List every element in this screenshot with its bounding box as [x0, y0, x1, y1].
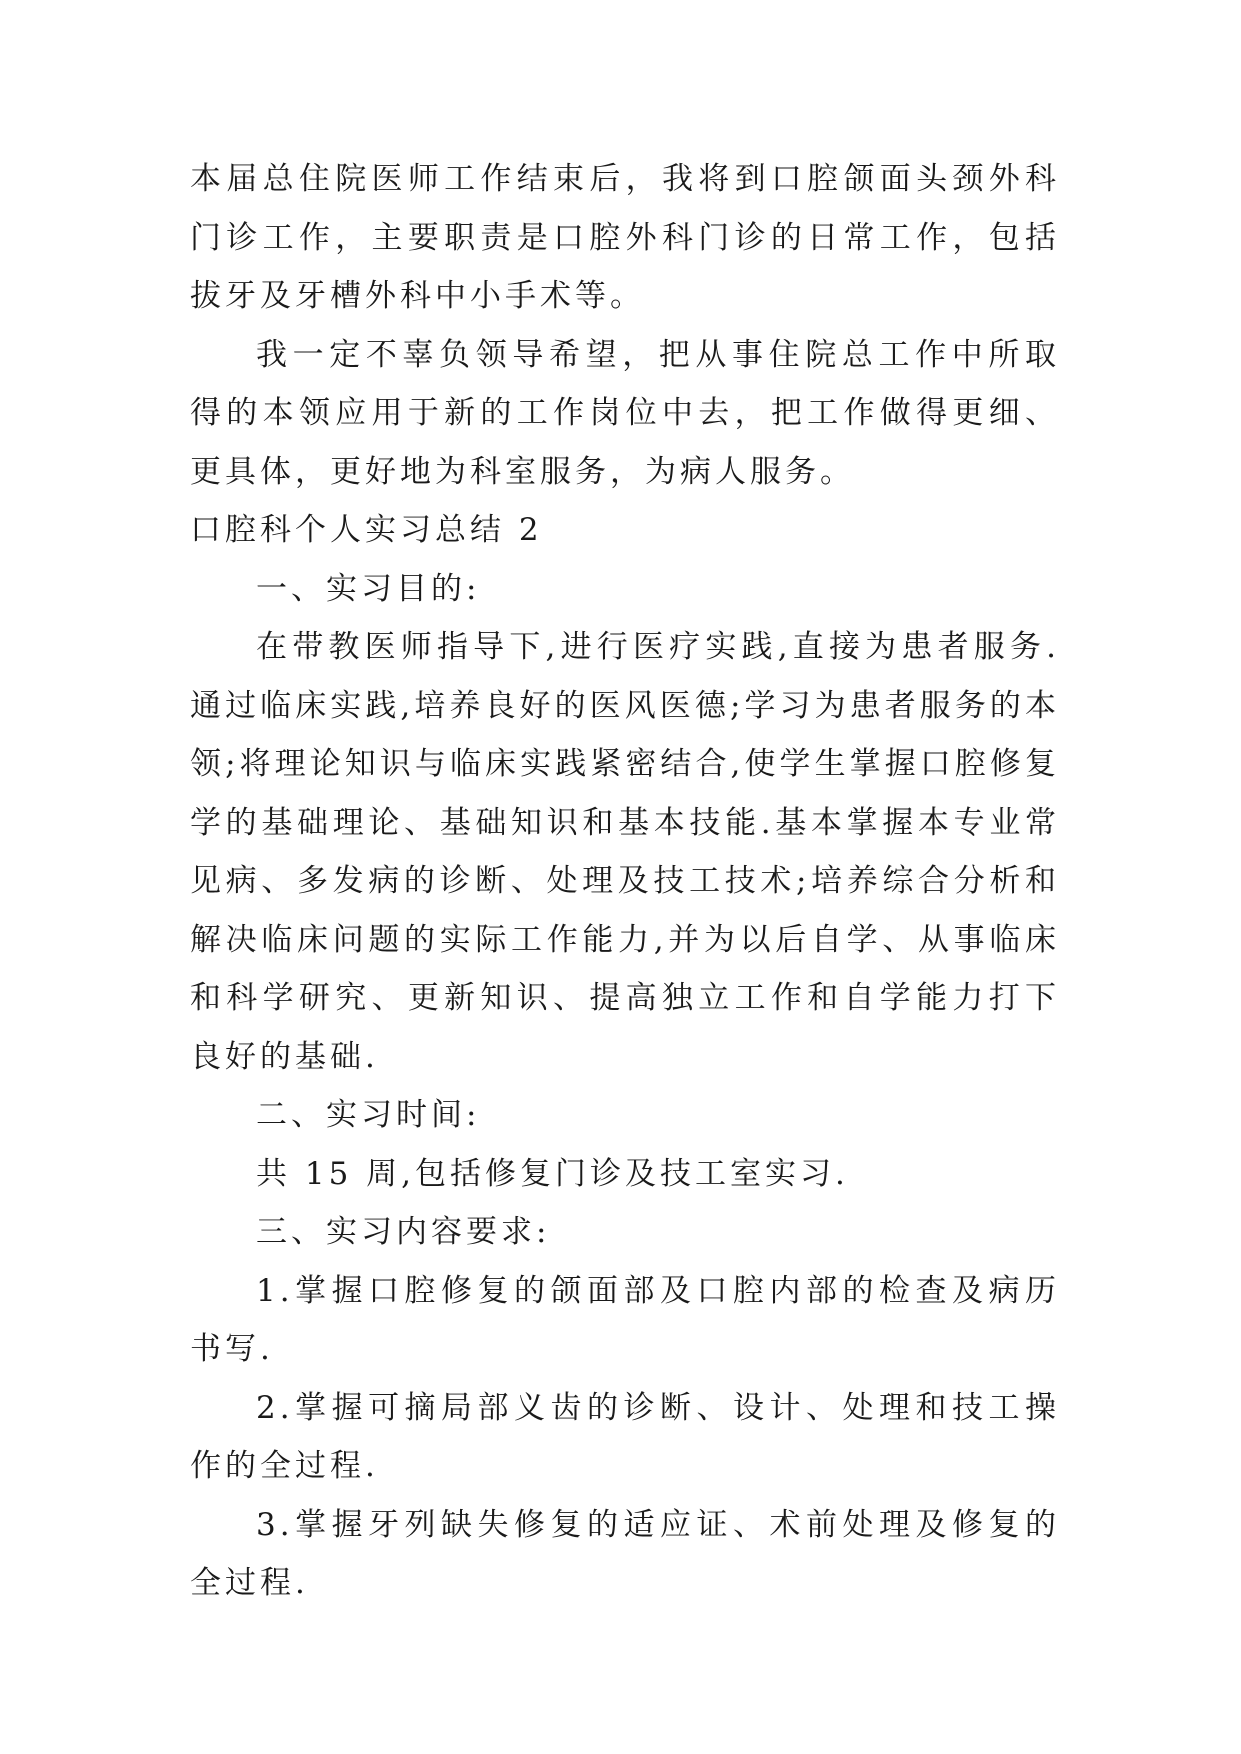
list-item-1: 1.掌握口腔修复的颌面部及口腔内部的检查及病历书写.: [190, 1272, 1060, 1367]
paragraph-commitment: 我一定不辜负领导希望，把从事住院总工作中所取得的本领应用于新的工作岗位中去，把工作做得更细、更具体，更好地为科室服务，为病人服务。: [190, 336, 1060, 490]
list-item-3: 3.掌握牙列缺失修复的适应证、术前处理及修复的全过程.: [190, 1506, 1060, 1601]
list-item-2: 2.掌握可摘局部义齿的诊断、设计、处理和技工操作的全过程.: [190, 1389, 1060, 1484]
document-body: [190, 150, 1060, 1613]
section-title: 口腔科个人实习总结 2: [190, 512, 543, 548]
subheading-time: 二、实习时间:: [256, 1097, 481, 1133]
paragraph-time: 共 15 周,包括修复门诊及技工室实习.: [256, 1155, 849, 1192]
subheading-content: 三、实习内容要求:: [256, 1214, 551, 1250]
paragraph-intro: 本届总住院医师工作结束后，我将到口腔颌面头颈外科门诊工作，主要职责是口腔外科门诊的日常工作，包括拔牙及牙槽外科中小手术等。: [190, 161, 1060, 314]
subheading-purpose: 一、实习目的:: [256, 570, 481, 607]
paragraph-purpose: 在带教医师指导下,进行医疗实践,直接为患者服务.通过临床实践,培养良好的医风医德;学习为患者服务的本领;将理论知识与临床实践紧密结合,使学生掌握口腔修复学的基础理论、基础知识和基本技能.基本掌握本专业常见病、多发病的诊断、处理及技工技术;培养综合分析和解决临床问题的实际工作能力,并为以后自学、从事临床和科学研究、更新知识、提高独立工作和自学能力打下良好的基础.: [190, 629, 1060, 1075]
